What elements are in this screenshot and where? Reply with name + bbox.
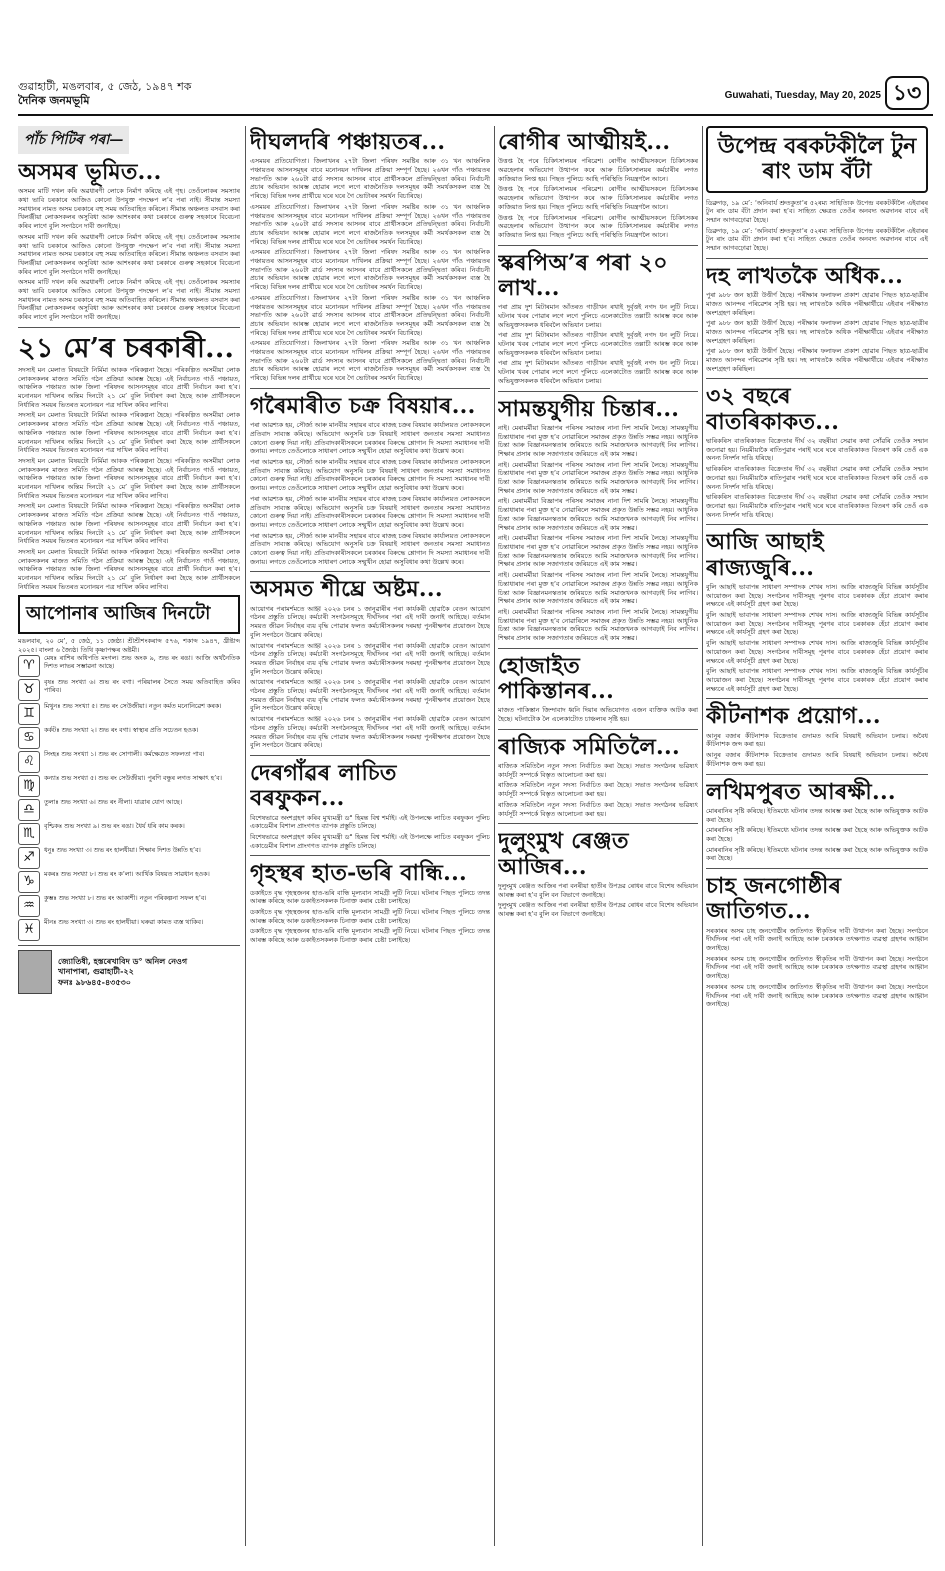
divider: [498, 245, 698, 246]
article-body: ৰাজ্যিক সমিতিলৈ নতুন সদস্য নিৰ্বাচিত কৰা হৈছে। সভাত সংগঠনৰ ভৱিষ্যৎ কাৰ্যসূচী সম্পৰ্কে বিস্তৃত আলোচনা কৰা হয়। ৰাজ্যিক সমিতিলৈ নতুন সদস্য নিৰ্বাচিত কৰা হৈছে। সভাত সংগঠনৰ ভৱিষ্যৎ কাৰ্যসূচী সম্পৰ্কে বিস্তৃত আলোচনা কৰা হয়। ৰাজ্যিক সমিতিলৈ নতুন সদস্য নিৰ্বাচিত কৰা হৈছে। সভাত সংগঠনৰ ভৱিষ্যৎ কাৰ্যসূচী সম্পৰ্কে বিস্তৃত আলোচনা কৰা হয়।: [498, 762, 698, 818]
headline-pesticide: কীটনাশক প্ৰয়োগ...: [706, 703, 881, 730]
article-body: ডকাইতে বৃদ্ধ গৃহস্থজনৰ হাত-ভৰি বান্ধি মূল্যবান সামগ্ৰী লুটি নিয়ে। ঘটনাৰ পিছত পুলিচে তদন্ত আৰম্ভ কৰিছে আৰু ডকাইতসকলক চিনাক্ত কৰাৰ চেষ্টা চলাইছে। ডকাইতে বৃদ্ধ গৃহস্থজনৰ হাত-ভৰি বান্ধি মূল্যবান সামগ্ৰী লুটি নিয়ে। ঘটনাৰ পিছত পুলিচে তদন্ত আৰম্ভ কৰিছে আৰু ডকাইতসকলক চিনাক্ত কৰাৰ চেষ্টা চলাইছে। ডকাইতে বৃদ্ধ গৃহস্থজনৰ হাত-ভৰি বান্ধি মূল্যবান সামগ্ৰী লুটি নিয়ে। ঘটনাৰ পিছত পুলিচে তদন্ত আৰম্ভ কৰিছে আৰু ডকাইতসকলক চিনাক্ত কৰাৰ চেষ্টা চলাইছে।: [250, 888, 490, 945]
horoscope-item-cancer: [18, 727, 240, 749]
page-number: ১৩: [885, 76, 929, 110]
horoscope-item-sagittarius: [18, 847, 240, 869]
headline-robbery: গৃহস্থৰ হাত-ভৰি বান্ধি...: [250, 860, 468, 887]
horoscope-item-scorpio: [18, 823, 240, 845]
date-left: গুৱাহাটী, মঙলবাৰ, ৫ জেঠ, ১৯৪৭ শক: [18, 80, 192, 93]
column-rule: [245, 126, 246, 1546]
horoscope-text: মীনঃ শুভ সংখ্যা ৩। শুভ ৰং হালধীয়া। ঘৰুৱা কামত ব্যস্ত থাকিব।: [44, 918, 204, 926]
column-3: [498, 126, 698, 1546]
headline-land: অসমৰ ভূমিত...: [18, 159, 162, 185]
horoscope-text: বৃষঃ শুভ সংখ্যা ৬। শুভ ৰং বগা। পৰিয়ালৰ সৈতে সময় অতিবাহিত কৰিব পাৰিব।: [44, 678, 240, 695]
horoscope-text: মকৰঃ শুভ সংখ্যা ৮। শুভ ৰং ক’লা। আৰ্থিক বিষয়ত সাৱধান হওক।: [44, 870, 210, 878]
article-body: উত্তপ্ত হৈ পৰে চিকিৎসালয়ৰ পৰিৱেশ। ৰোগীৰ আত্মীয়সকলে চিকিৎসকৰ অৱহেলাৰ অভিযোগ উত্থাপন কৰে আৰু চিকিৎসালয়ৰ কৰ্মচাৰীৰ লগত কাজিয়াত লিপ্ত হয়। পিছত পুলিচে আহি পৰিস্থিতি নিয়ন্ত্ৰণলৈ আনে। উত্তপ্ত হৈ পৰে চিকিৎসালয়ৰ পৰিৱেশ। ৰোগীৰ আত্মীয়সকলে চিকিৎসকৰ অৱহেলাৰ অভিযোগ উত্থাপন কৰে আৰু চিকিৎসালয়ৰ কৰ্মচাৰীৰ লগত কাজিয়াত লিপ্ত হয়। পিছত পুলিচে আহি পৰিস্থিতি নিয়ন্ত্ৰণলৈ আনে। উত্তপ্ত হৈ পৰে চিকিৎসালয়ৰ পৰিৱেশ। ৰোগীৰ আত্মীয়সকলে চিকিৎসকৰ অৱহেলাৰ অভিযোগ উত্থাপন কৰে আৰু চিকিৎসালয়ৰ কৰ্মচাৰীৰ লগত কাজিয়াত লিপ্ত হয়। পিছত পুলিচে আহি পৰিস্থিতি নিয়ন্ত্ৰণলৈ আনে।: [498, 157, 698, 239]
horoscope-text: মিথুনঃ শুভ সংখ্যা ৫। শুভ ৰং সেউজীয়া। নতুন কৰ্মত মনোনিৱেশ কৰক।: [44, 702, 222, 710]
article-body: দুলুংমুখ ৰেঞ্জত আজিৰ পৰা বনৰীয়া হাতীৰ উপদ্ৰৱ ৰোধৰ বাবে বিশেষ অভিযান আৰম্ভ কৰা হ’ব বুলি বন বিভাগে জনাইছে। দুলুংমুখ ৰেঞ্জত আজিৰ পৰা বনৰীয়া হাতীৰ উপদ্ৰৱ ৰোধৰ বাবে বিশেষ অভিযান আৰম্ভ কৰা হ’ব বুলি বন বিভাগে জনাইছে।: [498, 881, 698, 918]
divider: [706, 258, 928, 259]
horoscope-text: কন্যাঃ শুভ সংখ্যা ৫। শুভ ৰং সেউজীয়া। পুৰণি বন্ধুৰ লগত সাক্ষাৎ হ’ব।: [44, 774, 222, 782]
horoscope-item-pisces: [18, 919, 240, 941]
article-body: পুৰা ৯৮৮ জন ছাত্ৰী উত্তীৰ্ণ হৈছে। পৰীক্ষাৰ ফলাফল প্ৰকাশ হোৱাৰ পিছত ছাত্ৰ-ছাত্ৰীৰ মাজত আনন্দৰ পৰিৱেশৰ সৃষ্টি হয়। দহ লাখতকৈ অধিক পৰীক্ষাৰ্থীয়ে এইবাৰ পৰীক্ষাত অংশগ্ৰহণ কৰিছিল। পুৰা ৯৮৮ জন ছাত্ৰী উত্তীৰ্ণ হৈছে। পৰীক্ষাৰ ফলাফল প্ৰকাশ হোৱাৰ পিছত ছাত্ৰ-ছাত্ৰীৰ মাজত আনন্দৰ পৰিৱেশৰ সৃষ্টি হয়। দহ লাখতকৈ অধিক পৰীক্ষাৰ্থীয়ে এইবাৰ পৰীক্ষাত অংশগ্ৰহণ কৰিছিল। পুৰা ৯৮৮ জন ছাত্ৰী উত্তীৰ্ণ হৈছে। পৰীক্ষাৰ ফলাফল প্ৰকাশ হোৱাৰ পিছত ছাত্ৰ-ছাত্ৰীৰ মাজত আনন্দৰ পৰিৱেশৰ সৃষ্টি হয়। দহ লাখতকৈ অধিক পৰীক্ষাৰ্থীয়ে এইবাৰ পৰীক্ষাত অংশগ্ৰহণ কৰিছিল।: [706, 291, 928, 373]
headline-feudal: সামন্তযুগীয় চিন্তাৰ...: [498, 395, 680, 422]
article-body: ডিব্ৰুগড়, ১৯ মে’: ‘অনিবাৰ্য শ্ৰুতকুতা’ৰ ৫২ৰম্য সাহিত্যিক উপেন্দ্ৰ বৰকটকীলৈ এইবাৰৰ টুন ৰাং ডাম বঁটা প্ৰদান কৰা হ’ব। সাহিত্য ক্ষেত্ৰত তেওঁৰ অনবদ্য অৱদানৰ বাবে এই সন্মান আগবঢ়োৱা হৈছে। ডিব্ৰুগড়, ১৯ মে’: ‘অনিবাৰ্য শ্ৰুতকুতা’ৰ ৫২ৰম্য সাহিত্যিক উপেন্দ্ৰ বৰকটকীলৈ এইবাৰৰ টুন ৰাং ডাম বঁটা প্ৰদান কৰা হ’ব। সাহিত্য ক্ষেত্ৰত তেওঁৰ অনবদ্য অৱদানৰ বাবে এই সন্মান আগবঢ়োৱা হৈছে।: [706, 198, 928, 253]
gemini-icon: ♊: [18, 703, 40, 725]
horoscope-text: কৰ্কটঃ শুভ সংখ্যা ২। শুভ ৰং বগা। স্বাস্থ্যৰ প্ৰতি সচেতন হওক।: [44, 726, 199, 734]
astrologer-photo: [18, 950, 52, 994]
headline-panchayat: দীঘলদৰি পঞ্চায়তৰ...: [250, 129, 446, 155]
headline-dulungmukh: দুলুংমুখ ৰেঞ্জত আজিৰ...: [498, 828, 629, 880]
article-body: পৰা প্ৰায় দুশ মিটাৰমান আঁতৰত গাড়ীখন ৰখাই দুৰ্বৃত্তই নগদ ধন লুটি নিয়ে। ঘটনাৰ খবৰ পোৱাৰ লগে লগে পুলিচে এলেকাটোত তল্লাচী আৰম্ভ কৰে আৰু অভিযুক্তসকলক ধৰিবলৈ অভিযান চলায়। পৰা প্ৰায় দুশ মিটাৰমান আঁতৰত গাড়ীখন ৰখাই দুৰ্বৃত্তই নগদ ধন লুটি নিয়ে। ঘটনাৰ খবৰ পোৱাৰ লগে লগে পুলিচে এলেকাটোত তল্লাচী আৰম্ভ কৰে আৰু অভিযুক্তসকলক ধৰিবলৈ অভিযান চলায়। পৰা প্ৰায় দুশ মিটাৰমান আঁতৰত গাড়ীখন ৰখাই দুৰ্বৃত্তই নগদ ধন লুটি নিয়ে। ঘটনাৰ খবৰ পোৱাৰ লগে লগে পুলিচে এলেকাটোত তল্লাচী আৰম্ভ কৰে আৰু অভিযুক্তসকলক ধৰিবলৈ অভিযান চলায়।: [498, 303, 698, 385]
article-body: মাজত পাকিস্তান জিন্দাবাদ ধ্বনি দিয়াৰ অভিযোগত এজন ব্যক্তিক আটক কৰা হৈছে। ঘটনাটোক লৈ এলেকাটোত চাঞ্চল্যৰ সৃষ্টি হয়।: [498, 706, 698, 724]
scorpio-icon: ♏: [18, 823, 40, 845]
divider: [498, 391, 698, 392]
divider: [498, 648, 698, 649]
horoscope-item-aquarius: [18, 895, 240, 917]
horoscope-item-libra: [18, 799, 240, 821]
article-body: আয়োগৰ পৰামৰ্শমতে আহ্ব ২০২৬ চনৰ ১ জানুৱাৰীৰ পৰা কাৰ্যকৰী হোৱাকৈ বেতন আয়োগ গঠনৰ প্ৰস্তুতি চলিছে। কৰ্মচাৰী সংগঠনসমূহে দীৰ্ঘদিনৰ পৰা এই দাবী জনাই আহিছে। বৰ্তমান সময়ত জীৱন নিৰ্বাহৰ ব্যয় বৃদ্ধি পোৱাৰ ফলত কৰ্মচাৰীসকলৰ দৰমহা পুনৰীক্ষণৰ প্ৰয়োজন হৈছে বুলি সংগঠনে উল্লেখ কৰিছে। আয়োগৰ পৰামৰ্শমতে আহ্ব ২০২৬ চনৰ ১ জানুৱাৰীৰ পৰা কাৰ্যকৰী হোৱাকৈ বেতন আয়োগ গঠনৰ প্ৰস্তুতি চলিছে। কৰ্মচাৰী সংগঠনসমূহে দীৰ্ঘদিনৰ পৰা এই দাবী জনাই আহিছে। বৰ্তমান সময়ত জীৱন নিৰ্বাহৰ ব্যয় বৃদ্ধি পোৱাৰ ফলত কৰ্মচাৰীসকলৰ দৰমহা পুনৰীক্ষণৰ প্ৰয়োজন হৈছে বুলি সংগঠনে উল্লেখ কৰিছে। আয়োগৰ পৰামৰ্শমতে আহ্ব ২০২৬ চনৰ ১ জানুৱাৰীৰ পৰা কাৰ্যকৰী হোৱাকৈ বেতন আয়োগ গঠনৰ প্ৰস্তুতি চলিছে। কৰ্মচাৰী সংগঠনসমূহে দীৰ্ঘদিনৰ পৰা এই দাবী জনাই আহিছে। বৰ্তমান সময়ত জীৱন নিৰ্বাহৰ ব্যয় বৃদ্ধি পোৱাৰ ফলত কৰ্মচাৰীসকলৰ দৰমহা পুনৰীক্ষণৰ প্ৰয়োজন হৈছে বুলি সংগঠনে উল্লেখ কৰিছে। আয়োগৰ পৰামৰ্শমতে আহ্ব ২০২৬ চনৰ ১ জানুৱাৰীৰ পৰা কাৰ্যকৰী হোৱাকৈ বেতন আয়োগ গঠনৰ প্ৰস্তুতি চলিছে। কৰ্মচাৰী সংগঠনসমূহে দীৰ্ঘদিনৰ পৰা এই দাবী জনাই আহিছে। বৰ্তমান সময়ত জীৱন নিৰ্বাহৰ ব্যয় বৃদ্ধি পোৱাৰ ফলত কৰ্মচাৰীসকলৰ দৰমহা পুনৰীক্ষণৰ প্ৰয়োজন হৈছে বুলি সংগঠনে উল্লেখ কৰিছে।: [250, 604, 490, 750]
divider: [706, 524, 928, 525]
divider: [706, 774, 928, 775]
horoscope-title: আপোনাৰ আজিৰ দিনটো: [18, 595, 240, 634]
horoscope-text: সিংহঃ শুভ সংখ্যা ১। শুভ ৰং সোণালী। কৰ্মক্ষেত্ৰত সফলতা পাব।: [44, 750, 205, 758]
capricorn-icon: ♑: [18, 871, 40, 893]
article-body: সৰকাৰৰ অসম চাহ জনগোষ্ঠীৰ জাতিগত স্বীকৃতিৰ দাবী উত্থাপন কৰা হৈছে। সংগঠনে দীৰ্ঘদিনৰ পৰা এই দাবী জনাই আহিছে আৰু চৰকাৰক তৎক্ষণাত ব্যৱস্থা গ্ৰহণৰ আহ্বান জনাইছে। সৰকাৰৰ অসম চাহ জনগোষ্ঠীৰ জাতিগত স্বীকৃতিৰ দাবী উত্থাপন কৰা হৈছে। সংগঠনে দীৰ্ঘদিনৰ পৰা এই দাবী জনাই আহিছে আৰু চৰকাৰক তৎক্ষণাত ব্যৱস্থা গ্ৰহণৰ আহ্বান জনাইছে। সৰকাৰৰ অসম চাহ জনগোষ্ঠীৰ জাতিগত স্বীকৃতিৰ দাবী উত্থাপন কৰা হৈছে। সংগঠনে দীৰ্ঘদিনৰ পৰা এই দাবী জনাই আহিছে আৰু চৰকাৰক তৎক্ষণাত ব্যৱস্থা গ্ৰহণৰ আহ্বান জনাইছে।: [706, 926, 928, 1009]
horoscope-text: কুম্ভঃ শুভ সংখ্যা ৮। শুভ ৰং আকাশী। নতুন পৰিকল্পনা সফল হ’ব।: [44, 894, 207, 902]
divider: [706, 378, 928, 379]
date-right: Guwahati, Tuesday, May 20, 2025: [724, 90, 881, 101]
horoscope-text: তুলাঃ শুভ সংখ্যা ৬। শুভ ৰং নীলা। যাত্ৰাৰ যোগ আছে।: [44, 798, 182, 806]
paper-name: দৈনিক জনমভূমি: [18, 94, 90, 107]
masthead: [18, 70, 933, 120]
article-body: এসময়ৰ প্ৰতিযোগিতা। জিলাখনৰ ২৭টা জিলা পৰিষদ সমষ্টিৰ আৰু ৩১ খন আঞ্চলিক পঞ্চায়তৰ আসনসমূহৰ বাবে মনোনয়ন দাখিলৰ প্ৰক্ৰিয়া সম্পূৰ্ণ হৈছে। ২৬খন গাঁও পঞ্চায়তৰ সভাপতি আৰু ২৬০টা ৱাৰ্ড সদস্যৰ আসনৰ বাবে প্ৰাৰ্থীসকলে প্ৰতিদ্বন্দ্বিতা কৰিব। নিৰ্বাচনী প্ৰচাৰ অভিযান আৰম্ভ হোৱাৰ লগে লগে ৰাজনৈতিক দলসমূহৰ কৰ্মী সমৰ্থকসকল ব্যস্ত হৈ পৰিছে। বিভিন্ন দলৰ প্ৰাৰ্থীয়ে ঘৰে ঘৰে গৈ ভোটাৰৰ সমৰ্থন বিচাৰিছে। এসময়ৰ প্ৰতিযোগিতা। জিলাখনৰ ২৭টা জিলা পৰিষদ সমষ্টিৰ আৰু ৩১ খন আঞ্চলিক পঞ্চায়তৰ আসনসমূহৰ বাবে মনোনয়ন দাখিলৰ প্ৰক্ৰিয়া সম্পূৰ্ণ হৈছে। ২৬খন গাঁও পঞ্চায়তৰ সভাপতি আৰু ২৬০টা ৱাৰ্ড সদস্যৰ আসনৰ বাবে প্ৰাৰ্থীসকলে প্ৰতিদ্বন্দ্বিতা কৰিব। নিৰ্বাচনী প্ৰচাৰ অভিযান আৰম্ভ হোৱাৰ লগে লগে ৰাজনৈতিক দলসমূহৰ কৰ্মী সমৰ্থকসকল ব্যস্ত হৈ পৰিছে। বিভিন্ন দলৰ প্ৰাৰ্থীয়ে ঘৰে ঘৰে গৈ ভোটাৰৰ সমৰ্থন বিচাৰিছে। এসময়ৰ প্ৰতিযোগিতা। জিলাখনৰ ২৭টা জিলা পৰিষদ সমষ্টিৰ আৰু ৩১ খন আঞ্চলিক পঞ্চায়তৰ আসনসমূহৰ বাবে মনোনয়ন দাখিলৰ প্ৰক্ৰিয়া সম্পূৰ্ণ হৈছে। ২৬খন গাঁও পঞ্চায়তৰ সভাপতি আৰু ২৬০টা ৱাৰ্ড সদস্যৰ আসনৰ বাবে প্ৰাৰ্থীসকলে প্ৰতিদ্বন্দ্বিতা কৰিব। নিৰ্বাচনী প্ৰচাৰ অভিযান আৰম্ভ হোৱাৰ লগে লগে ৰাজনৈতিক দলসমূহৰ কৰ্মী সমৰ্থকসকল ব্যস্ত হৈ পৰিছে। বিভিন্ন দলৰ প্ৰাৰ্থীয়ে ঘৰে ঘৰে গৈ ভোটাৰৰ সমৰ্থন বিচাৰিছে। এসময়ৰ প্ৰতিযোগিতা। জিলাখনৰ ২৭টা জিলা পৰিষদ সমষ্টিৰ আৰু ৩১ খন আঞ্চলিক পঞ্চায়তৰ আসনসমূহৰ বাবে মনোনয়ন দাখিলৰ প্ৰক্ৰিয়া সম্পূৰ্ণ হৈছে। ২৬খন গাঁও পঞ্চায়তৰ সভাপতি আৰু ২৬০টা ৱাৰ্ড সদস্যৰ আসনৰ বাবে প্ৰাৰ্থীসকলে প্ৰতিদ্বন্দ্বিতা কৰিব। নিৰ্বাচনী প্ৰচাৰ অভিযান আৰম্ভ হোৱাৰ লগে লগে ৰাজনৈতিক দলসমূহৰ কৰ্মী সমৰ্থকসকল ব্যস্ত হৈ পৰিছে। বিভিন্ন দলৰ প্ৰাৰ্থীয়ে ঘৰে ঘৰে গৈ ভোটাৰৰ সমৰ্থন বিচাৰিছে। এসময়ৰ প্ৰতিযোগিতা। জিলাখনৰ ২৭টা জিলা পৰিষদ সমষ্টিৰ আৰু ৩১ খন আঞ্চলিক পঞ্চায়তৰ আসনসমূহৰ বাবে মনোনয়ন দাখিলৰ প্ৰক্ৰিয়া সম্পূৰ্ণ হৈছে। ২৬খন গাঁও পঞ্চায়তৰ সভাপতি আৰু ২৬০টা ৱাৰ্ড সদস্যৰ আসনৰ বাবে প্ৰাৰ্থীসকলে প্ৰতিদ্বন্দ্বিতা কৰিব। নিৰ্বাচনী প্ৰচাৰ অভিযান আৰম্ভ হোৱাৰ লগে লগে ৰাজনৈতিক দলসমূহৰ কৰ্মী সমৰ্থকসকল ব্যস্ত হৈ পৰিছে। বিভিন্ন দলৰ প্ৰাৰ্থীয়ে ঘৰে ঘৰে গৈ ভোটাৰৰ সমৰ্থন বিচাৰিছে।: [250, 157, 490, 383]
article-body: আনুৰ বজাৰ কীটনাশক বিক্ৰেতাৰ গুদামত আৰি বিষয়াই অভিযান চলায়। অবৈধ কীটনাশক জব্দ কৰা হয়। আনুৰ বজাৰ কীটনাশক বিক্ৰেতাৰ গুদামত আৰি বিষয়াই অভিযান চলায়। অবৈধ কীটনাশক জব্দ কৰা হয়।: [706, 731, 928, 768]
headline-ten-lakh: দহ লাখতকৈ অধিক...: [706, 262, 904, 289]
astrologer-place: খানাপাৰা, গুৱাহাটী-২২: [58, 966, 134, 977]
divider: [18, 327, 240, 328]
cancer-icon: ♋: [18, 727, 40, 749]
article-body: পৰা আৱশ্যক হয়, সৌৰ্জ্য আৰু মানবীয় সহায়ৰ বাবে ৰাজহ চক্ৰৰ বিষয়াৰ কাৰ্যালয়ত লোকসকলে প্ৰতিবাদ সাব্যস্ত কৰিছে। অভিযোগ অনুসৰি চক্ৰ বিষয়াই সাধাৰণ জনতাৰ সমস্যা সমাধানত কোনো গুৰুত্ব দিয়া নাই। প্ৰতিবাদকাৰীসকলে চৰকাৰৰ বিৰুদ্ধে শ্লোগান দি সমস্যা সমাধানৰ দাবী জনায়। লগতে তেওঁলোকে সাধাৰণ লোকে সন্মুখীন হোৱা অসুবিধাৰ কথা উল্লেখ কৰে। পৰা আৱশ্যক হয়, সৌৰ্জ্য আৰু মানবীয় সহায়ৰ বাবে ৰাজহ চক্ৰৰ বিষয়াৰ কাৰ্যালয়ত লোকসকলে প্ৰতিবাদ সাব্যস্ত কৰিছে। অভিযোগ অনুসৰি চক্ৰ বিষয়াই সাধাৰণ জনতাৰ সমস্যা সমাধানত কোনো গুৰুত্ব দিয়া নাই। প্ৰতিবাদকাৰীসকলে চৰকাৰৰ বিৰুদ্ধে শ্লোগান দি সমস্যা সমাধানৰ দাবী জনায়। লগতে তেওঁলোকে সাধাৰণ লোকে সন্মুখীন হোৱা অসুবিধাৰ কথা উল্লেখ কৰে। পৰা আৱশ্যক হয়, সৌৰ্জ্য আৰু মানবীয় সহায়ৰ বাবে ৰাজহ চক্ৰৰ বিষয়াৰ কাৰ্যালয়ত লোকসকলে প্ৰতিবাদ সাব্যস্ত কৰিছে। অভিযোগ অনুসৰি চক্ৰ বিষয়াই সাধাৰণ জনতাৰ সমস্যা সমাধানত কোনো গুৰুত্ব দিয়া নাই। প্ৰতিবাদকাৰীসকলে চৰকাৰৰ বিৰুদ্ধে শ্লোগান দি সমস্যা সমাধানৰ দাবী জনায়। লগতে তেওঁলোকে সাধাৰণ লোকে সন্মুখীন হোৱা অসুবিধাৰ কথা উল্লেখ কৰে। পৰা আৱশ্যক হয়, সৌৰ্জ্য আৰু মানবীয় সহায়ৰ বাবে ৰাজহ চক্ৰৰ বিষয়াৰ কাৰ্যালয়ত লোকসকলে প্ৰতিবাদ সাব্যস্ত কৰিছে। অভিযোগ অনুসৰি চক্ৰ বিষয়াই সাধাৰণ জনতাৰ সমস্যা সমাধানত কোনো গুৰুত্ব দিয়া নাই। প্ৰতিবাদকাৰীসকলে চৰকাৰৰ বিৰুদ্ধে শ্লোগান দি সমস্যা সমাধানৰ দাবী জনায়। লগতে তেওঁলোকে সাধাৰণ লোকে সন্মুখীন হোৱা অসুবিধাৰ কথা উল্লেখ কৰে।: [250, 421, 490, 566]
leo-icon: ♌: [18, 751, 40, 773]
horoscope-intro: মঙলবাৰ, ২০ মে’, ৫ জেঠ, ১১ জেষ্ঠ্য। শ্ৰীশ্ৰীশংকৰাব্দ ৫৭৬, শকাব্দ ১৯৪৭, খ্ৰীষ্টাব্দ ২০২৫। বাংলা ৬ জ্যৈষ্ঠ। তিথি কৃষ্ণাপক্ষৰ অষ্টমী।: [18, 637, 240, 655]
divider: [250, 571, 490, 572]
section-kicker: পাঁচ পিটিৰ পৰা—: [18, 126, 129, 154]
divider: [250, 855, 490, 856]
astrologer-name: জ্যোতিষী, হস্তৰেখাবিদ ড° অনিল নেওগ: [58, 955, 188, 966]
article-body: সদস্যই মন মেলাত বিষয়টো নিৰ্মিমা আকক পৰিকল্পনা হৈছে। পৰিকল্পিত অসমীয়া লোক লোকসকলৰ মাজত সমিতি গঠন প্ৰক্ৰিয়া আৰম্ভ হৈছে। এই নিৰ্বাচনত গাওঁ পঞ্চায়ত, আঞ্চলিক পঞ্চায়ত আৰু জিলা পৰিষদৰ আসনসমূহৰ বাবে প্ৰাৰ্থী নিৰ্বাচন কৰা হ’ব। মনোনয়ন দাখিলৰ অন্তিম দিনটো ২১ মে’ বুলি নিৰ্ধাৰণ কৰা হৈছে আৰু প্ৰাৰ্থীসকলে নিৰ্ধাৰিত সময়ৰ ভিতৰত মনোনয়ন পত্ৰ দাখিল কৰিব লাগিব। সদস্যই মন মেলাত বিষয়টো নিৰ্মিমা আকক পৰিকল্পনা হৈছে। পৰিকল্পিত অসমীয়া লোক লোকসকলৰ মাজত সমিতি গঠন প্ৰক্ৰিয়া আৰম্ভ হৈছে। এই নিৰ্বাচনত গাওঁ পঞ্চায়ত, আঞ্চলিক পঞ্চায়ত আৰু জিলা পৰিষদৰ আসনসমূহৰ বাবে প্ৰাৰ্থী নিৰ্বাচন কৰা হ’ব। মনোনয়ন দাখিলৰ অন্তিম দিনটো ২১ মে’ বুলি নিৰ্ধাৰণ কৰা হৈছে আৰু প্ৰাৰ্থীসকলে নিৰ্ধাৰিত সময়ৰ ভিতৰত মনোনয়ন পত্ৰ দাখিল কৰিব লাগিব। সদস্যই মন মেলাত বিষয়টো নিৰ্মিমা আকক পৰিকল্পনা হৈছে। পৰিকল্পিত অসমীয়া লোক লোকসকলৰ মাজত সমিতি গঠন প্ৰক্ৰিয়া আৰম্ভ হৈছে। এই নিৰ্বাচনত গাওঁ পঞ্চায়ত, আঞ্চলিক পঞ্চায়ত আৰু জিলা পৰিষদৰ আসনসমূহৰ বাবে প্ৰাৰ্থী নিৰ্বাচন কৰা হ’ব। মনোনয়ন দাখিলৰ অন্তিম দিনটো ২১ মে’ বুলি নিৰ্ধাৰণ কৰা হৈছে আৰু প্ৰাৰ্থীসকলে নিৰ্ধাৰিত সময়ৰ ভিতৰত মনোনয়ন পত্ৰ দাখিল কৰিব লাগিব। সদস্যই মন মেলাত বিষয়টো নিৰ্মিমা আকক পৰিকল্পনা হৈছে। পৰিকল্পিত অসমীয়া লোক লোকসকলৰ মাজত সমিতি গঠন প্ৰক্ৰিয়া আৰম্ভ হৈছে। এই নিৰ্বাচনত গাওঁ পঞ্চায়ত, আঞ্চলিক পঞ্চায়ত আৰু জিলা পৰিষদৰ আসনসমূহৰ বাবে প্ৰাৰ্থী নিৰ্বাচন কৰা হ’ব। মনোনয়ন দাখিলৰ অন্তিম দিনটো ২১ মে’ বুলি নিৰ্ধাৰণ কৰা হৈছে আৰু প্ৰাৰ্থীসকলে নিৰ্ধাৰিত সময়ৰ ভিতৰত মনোনয়ন পত্ৰ দাখিল কৰিব লাগিব। সদস্যই মন মেলাত বিষয়টো নিৰ্মিমা আকক পৰিকল্পনা হৈছে। পৰিকল্পিত অসমীয়া লোক লোকসকলৰ মাজত সমিতি গঠন প্ৰক্ৰিয়া আৰম্ভ হৈছে। এই নিৰ্বাচনত গাওঁ পঞ্চায়ত, আঞ্চলিক পঞ্চায়ত আৰু জিলা পৰিষদৰ আসনসমূহৰ বাবে প্ৰাৰ্থী নিৰ্বাচন কৰা হ’ব। মনোনয়ন দাখিলৰ অন্তিম দিনটো ২১ মে’ বুলি নিৰ্ধাৰণ কৰা হৈছে আৰু প্ৰাৰ্থীসকলে নিৰ্ধাৰিত সময়ৰ ভিতৰত মনোনয়ন পত্ৰ দাখিল কৰিব লাগিব।: [18, 365, 240, 591]
aries-icon: ♈: [18, 655, 40, 677]
headline-pay-commission: অসমত শীঘ্ৰে অষ্টম...: [250, 576, 443, 603]
horoscope-item-capricorn: [18, 871, 240, 893]
article-body: বিশেষভাৱে অংশগ্ৰহণ কৰিব মুখ্যমন্ত্ৰী ড° হিমন্ত বিশ্ব শৰ্মাই। এই উপলক্ষে লাচিত বৰফুকন পুলিচ একাডেমীৰ বিশাল প্ৰাংগণত ব্যাপক প্ৰস্তুতি চলিছে। বিশেষভাৱে অংশগ্ৰহণ কৰিব মুখ্যমন্ত্ৰী ড° হিমন্ত বিশ্ব শৰ্মাই। এই উপলক্ষে লাচিত বৰফুকন পুলিচ একাডেমীৰ বিশাল প্ৰাংগণত ব্যাপক প্ৰস্তুতি চলিছে।: [250, 813, 490, 850]
headline-committee: ৰাজ্যিক সমিতিলৈ...: [498, 733, 680, 760]
headline-circle-officer: গৰৈমাৰীত চক্ৰ বিষয়াৰ...: [250, 392, 476, 419]
virgo-icon: ♍: [18, 775, 40, 797]
column-rule: [494, 126, 495, 1546]
horoscope-text: বৃশ্চিকঃ শুভ সংখ্যা ৯। শুভ ৰং ৰঙা। ধৈৰ্য ধৰি কাম কৰক।: [44, 822, 185, 830]
column-4: [706, 126, 928, 1546]
horoscope-item-aries: [18, 655, 240, 677]
astrologer-credit: [18, 945, 240, 994]
divider: [498, 823, 698, 824]
article-body: অসমৰ মাটি দখল কৰি অৱধাৰণী লোকে নিৰ্মাণ কৰিছে এই গৃহ। তেওঁলোকৰ সমস্যাৰ কথা ভাবি চৰকাৰে আজিও কোনো উপযুক্ত পদক্ষেপ ল’ব পৰা নাই। সীমান্ত সমস্যা সমাধানৰ নামত অসম চৰকাৰে বহু সময় অতিবাহিত কৰিলে। সীমান্ত অঞ্চলত বসবাস কৰা খিলঞ্জীয়া লোকসকলৰ অসুবিধা আৰু আশংকাৰ কথা চৰকাৰে গুৰুত্ব সহকাৰে বিবেচনা কৰিব লাগে বুলি সংগঠনে দাবী জনাইছে। অসমৰ মাটি দখল কৰি অৱধাৰণী লোকে নিৰ্মাণ কৰিছে এই গৃহ। তেওঁলোকৰ সমস্যাৰ কথা ভাবি চৰকাৰে আজিও কোনো উপযুক্ত পদক্ষেপ ল’ব পৰা নাই। সীমান্ত সমস্যা সমাধানৰ নামত অসম চৰকাৰে বহু সময় অতিবাহিত কৰিলে। সীমান্ত অঞ্চলত বসবাস কৰা খিলঞ্জীয়া লোকসকলৰ অসুবিধা আৰু আশংকাৰ কথা চৰকাৰে গুৰুত্ব সহকাৰে বিবেচনা কৰিব লাগে বুলি সংগঠনে দাবী জনাইছে। অসমৰ মাটি দখল কৰি অৱধাৰণী লোকে নিৰ্মাণ কৰিছে এই গৃহ। তেওঁলোকৰ সমস্যাৰ কথা ভাবি চৰকাৰে আজিও কোনো উপযুক্ত পদক্ষেপ ল’ব পৰা নাই। সীমান্ত সমস্যা সমাধানৰ নামত অসম চৰকাৰে বহু সময় অতিবাহিত কৰিলে। সীমান্ত অঞ্চলত বসবাস কৰা খিলঞ্জীয়া লোকসকলৰ অসুবিধা আৰু আশংকাৰ কথা চৰকাৰে গুৰুত্ব সহকাৰে বিবেচনা কৰিব লাগে বুলি সংগঠনে দাবী জনাইছে।: [18, 187, 240, 322]
horoscope-text: ধনুঃ শুভ সংখ্যা ৩। শুভ ৰং হালধীয়া। শিক্ষাৰ দিশত উন্নতি হ’ব।: [44, 846, 201, 854]
horoscope-item-gemini: [18, 703, 240, 725]
horoscope-list: [18, 655, 240, 941]
article-body: মোৰৰানিৰ সৃষ্টি কৰিছে। ইতিমধ্যে ঘটনাৰ তদন্ত আৰম্ভ কৰা হৈছে আৰু অভিযুক্তক আটক কৰা হৈছে। মোৰৰানিৰ সৃষ্টি কৰিছে। ইতিমধ্যে ঘটনাৰ তদন্ত আৰম্ভ কৰা হৈছে আৰু অভিযুক্তক আটক কৰা হৈছে। মোৰৰানিৰ সৃষ্টি কৰিছে। ইতিমধ্যে ঘটনাৰ তদন্ত আৰম্ভ কৰা হৈছে আৰু অভিযুক্তক আটক কৰা হৈছে।: [706, 806, 928, 863]
horoscope-item-leo: [18, 751, 240, 773]
divider: [250, 755, 490, 756]
divider: [706, 698, 928, 699]
pisces-icon: ♓: [18, 919, 40, 941]
article-body: বুলি আছাই ভাবাপন্ন সাধাৰণ সম্পাদক শেখৰ দাস। আজি ৰাজ্যজুৰি বিভিন্ন কাৰ্যসূচীৰ আয়োজন কৰা হৈছে। সংগঠনৰ দাবীসমূহ পূৰণৰ বাবে চৰকাৰক হেঁচা প্ৰয়োগ কৰাৰ লক্ষ্যৰে এই কাৰ্যসূচী গ্ৰহণ কৰা হৈছে। বুলি আছাই ভাবাপন্ন সাধাৰণ সম্পাদক শেখৰ দাস। আজি ৰাজ্যজুৰি বিভিন্ন কাৰ্যসূচীৰ আয়োজন কৰা হৈছে। সংগঠনৰ দাবীসমূহ পূৰণৰ বাবে চৰকাৰক হেঁচা প্ৰয়োগ কৰাৰ লক্ষ্যৰে এই কাৰ্যসূচী গ্ৰহণ কৰা হৈছে। বুলি আছাই ভাবাপন্ন সাধাৰণ সম্পাদক শেখৰ দাস। আজি ৰাজ্যজুৰি বিভিন্ন কাৰ্যসূচীৰ আয়োজন কৰা হৈছে। সংগঠনৰ দাবীসমূহ পূৰণৰ বাবে চৰকাৰক হেঁচা প্ৰয়োগ কৰাৰ লক্ষ্যৰে এই কাৰ্যসূচী গ্ৰহণ কৰা হৈছে। বুলি আছাই ভাবাপন্ন সাধাৰণ সম্পাদক শেখৰ দাস। আজি ৰাজ্যজুৰি বিভিন্ন কাৰ্যসূচীৰ আয়োজন কৰা হৈছে। সংগঠনৰ দাবীসমূহ পূৰণৰ বাবে চৰকাৰক হেঁচা প্ৰয়োগ কৰাৰ লক্ষ্যৰে এই কাৰ্যসূচী গ্ৰহণ কৰা হৈছে।: [706, 582, 928, 693]
headline-statewide: আজি আছাই ৰাজ্যজুৰি...: [706, 529, 824, 581]
horoscope-text: মেষঃ ৰাশিৰ অধিপতি মংগল। শুভ অংক ৯, শুভ ৰং ৰঙা। আজি অৰ্থনৈতিক দিশত লাভৰ সম্ভাৱনা আছে।: [44, 654, 240, 671]
column-1: [18, 126, 240, 1546]
headline-32-years: ৩২ বছৰে বাতৰিকাকত...: [706, 383, 840, 435]
article-body: দ্বাৰিকৰিস বাতৰিকাকত বিক্ৰেতাৰ দীৰ্ঘ ৩২ বছৰীয়া সেৱাৰ কথা সোঁৱৰি তেওঁক সন্মান জনোৱা হয়। নিয়মীয়াকৈ ৰাতিপুৱাৰ পৰাই ঘৰে ঘৰে বাতৰিকাকত বিতৰণ কৰি তেওঁ এক অনন্য নিদৰ্শন দাঙি ধৰিছে। দ্বাৰিকৰিস বাতৰিকাকত বিক্ৰেতাৰ দীৰ্ঘ ৩২ বছৰীয়া সেৱাৰ কথা সোঁৱৰি তেওঁক সন্মান জনোৱা হয়। নিয়মীয়াকৈ ৰাতিপুৱাৰ পৰাই ঘৰে ঘৰে বাতৰিকাকত বিতৰণ কৰি তেওঁ এক অনন্য নিদৰ্শন দাঙি ধৰিছে। দ্বাৰিকৰিস বাতৰিকাকত বিক্ৰেতাৰ দীৰ্ঘ ৩২ বছৰীয়া সেৱাৰ কথা সোঁৱৰি তেওঁক সন্মান জনোৱা হয়। নিয়মীয়াকৈ ৰাতিপুৱাৰ পৰাই ঘৰে ঘৰে বাতৰিকাকত বিতৰণ কৰি তেওঁ এক অনন্য নিদৰ্শন দাঙি ধৰিছে।: [706, 437, 928, 519]
article-body: নাই। মেৰামৰ্মীয়া বিজ্ঞাপৰ পৰিসৰ সমাজৰ নানা দিশ সামৰি লৈছে। সামন্তযুগীয় চিন্তাধাৰাৰ পৰা মুক্ত হ’ব নোৱাৰিলে সমাজৰ প্ৰকৃত উন্নতি সম্ভৱ নহয়। আধুনিক চিন্তা আৰু বিজ্ঞানমনস্কতাৰ জৰিয়তে আমি সমাজখনক আগবঢ়াই নিব লাগিব। শিক্ষাৰ প্ৰসাৰ আৰু সজাগতাৰ জৰিয়তে এই কাম সম্ভৱ। নাই। মেৰামৰ্মীয়া বিজ্ঞাপৰ পৰিসৰ সমাজৰ নানা দিশ সামৰি লৈছে। সামন্তযুগীয় চিন্তাধাৰাৰ পৰা মুক্ত হ’ব নোৱাৰিলে সমাজৰ প্ৰকৃত উন্নতি সম্ভৱ নহয়। আধুনিক চিন্তা আৰু বিজ্ঞানমনস্কতাৰ জৰিয়তে আমি সমাজখনক আগবঢ়াই নিব লাগিব। শিক্ষাৰ প্ৰসাৰ আৰু সজাগতাৰ জৰিয়তে এই কাম সম্ভৱ। নাই। মেৰামৰ্মীয়া বিজ্ঞাপৰ পৰিসৰ সমাজৰ নানা দিশ সামৰি লৈছে। সামন্তযুগীয় চিন্তাধাৰাৰ পৰা মুক্ত হ’ব নোৱাৰিলে সমাজৰ প্ৰকৃত উন্নতি সম্ভৱ নহয়। আধুনিক চিন্তা আৰু বিজ্ঞানমনস্কতাৰ জৰিয়তে আমি সমাজখনক আগবঢ়াই নিব লাগিব। শিক্ষাৰ প্ৰসাৰ আৰু সজাগতাৰ জৰিয়তে এই কাম সম্ভৱ। নাই। মেৰামৰ্মীয়া বিজ্ঞাপৰ পৰিসৰ সমাজৰ নানা দিশ সামৰি লৈছে। সামন্তযুগীয় চিন্তাধাৰাৰ পৰা মুক্ত হ’ব নোৱাৰিলে সমাজৰ প্ৰকৃত উন্নতি সম্ভৱ নহয়। আধুনিক চিন্তা আৰু বিজ্ঞানমনস্কতাৰ জৰিয়তে আমি সমাজখনক আগবঢ়াই নিব লাগিব। শিক্ষাৰ প্ৰসাৰ আৰু সজাগতাৰ জৰিয়তে এই কাম সম্ভৱ। নাই। মেৰামৰ্মীয়া বিজ্ঞাপৰ পৰিসৰ সমাজৰ নানা দিশ সামৰি লৈছে। সামন্তযুগীয় চিন্তাধাৰাৰ পৰা মুক্ত হ’ব নোৱাৰিলে সমাজৰ প্ৰকৃত উন্নতি সম্ভৱ নহয়। আধুনিক চিন্তা আৰু বিজ্ঞানমনস্কতাৰ জৰিয়তে আমি সমাজখনক আগবঢ়াই নিব লাগিব। শিক্ষাৰ প্ৰসাৰ আৰু সজাগতাৰ জৰিয়তে এই কাম সম্ভৱ। নাই। মেৰামৰ্মীয়া বিজ্ঞাপৰ পৰিসৰ সমাজৰ নানা দিশ সামৰি লৈছে। সামন্তযুগীয় চিন্তাধাৰাৰ পৰা মুক্ত হ’ব নোৱাৰিলে সমাজৰ প্ৰকৃত উন্নতি সম্ভৱ নহয়। আধুনিক চিন্তা আৰু বিজ্ঞানমনস্কতাৰ জৰিয়তে আমি সমাজখনক আগবঢ়াই নিব লাগিব। শিক্ষাৰ প্ৰসাৰ আৰু সজাগতাৰ জৰিয়তে এই কাম সম্ভৱ।: [498, 423, 698, 643]
headline-scorpio: স্কৰপিঅ’ৰ পৰা ২০ লাখ...: [498, 249, 668, 301]
masthead-rule: [18, 114, 933, 116]
divider: [706, 868, 928, 869]
headline-may21: ২১ মে’ৰ চৰকাৰী...: [18, 332, 235, 364]
headline-lachit: দেৰগাঁৱৰ লাচিত বৰফুকন...: [250, 759, 397, 812]
sagittarius-icon: ♐: [18, 847, 40, 869]
horoscope-item-taurus: [18, 679, 240, 701]
divider: [250, 388, 490, 389]
aquarius-icon: ♒: [18, 895, 40, 917]
headline-tea-tribes: চাহ জনগোষ্ঠীৰ জাতিগত...: [706, 873, 842, 925]
headline-patient: ৰোগীৰ আত্মীয়ই...: [498, 129, 671, 155]
astrologer-phone: ফনঃ ৯৮৬৪৫-৪৩৫৩০: [58, 977, 131, 988]
libra-icon: ♎: [18, 799, 40, 821]
column-2: [250, 126, 490, 1546]
horoscope-item-virgo: [18, 775, 240, 797]
headline-lakhimpur: লখিমপুৰত আৰক্ষী...: [706, 778, 896, 805]
divider: [498, 729, 698, 730]
headline-hojai: হোজাইত পাকিস্তানৰ...: [498, 652, 615, 705]
column-rule: [702, 126, 703, 1546]
headline-award: উপেন্দ্ৰ বৰকটকীলৈ টুন ৰাং ডাম বঁটা: [706, 126, 928, 193]
taurus-icon: ♉: [18, 679, 40, 701]
